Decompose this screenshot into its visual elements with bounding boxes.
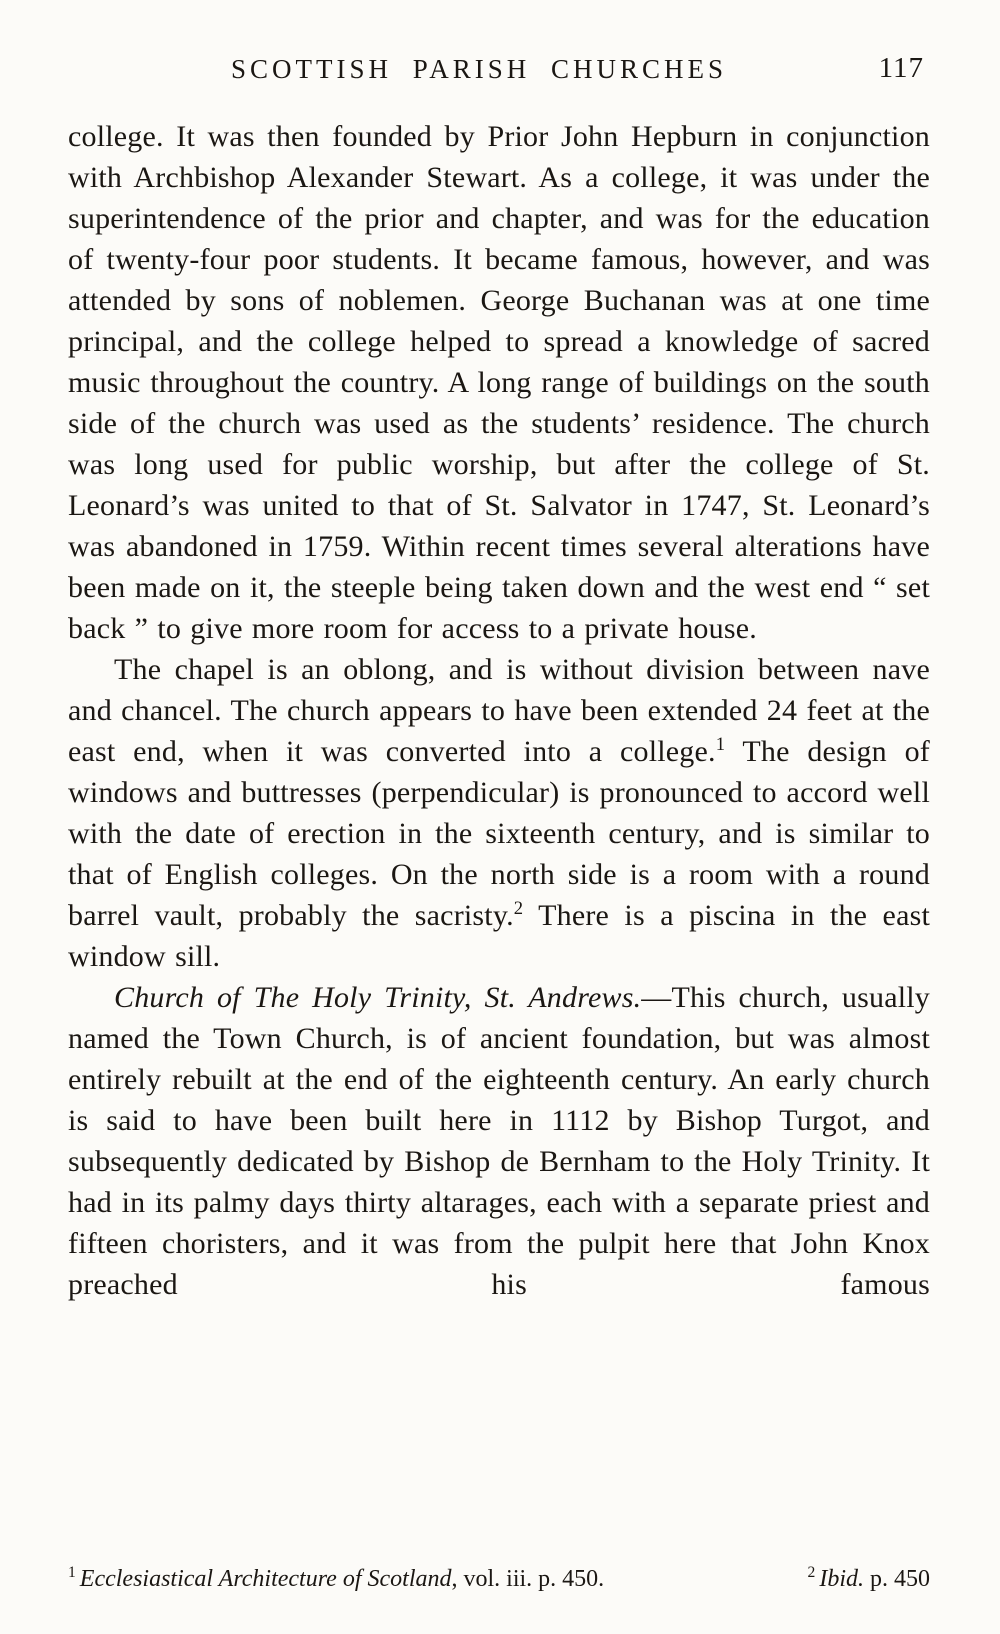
- body-text: [68, 116, 930, 1305]
- paragraph-1-text: college. It was then founded by Prior John Hepburn in conjunction with Archbishop Alexander Stewart. As a college, it was under the superintendence of the prior and chapter, and was for the education of twenty-four poor students. It became famous, however, and was attended by sons of noblemen. George Buchanan was at one time principal, and the college helped to spread a knowledge of sacred music throughout the country. A long range of buildings on the south side of the church was used as the students’ residence. The church was long used for public worship, but after the college of St. Leonard’s was united to that of St. Salvator in 1747, St. Leonard’s was abandoned in 1759. Within recent times several alterations have been made on it, the steeple being taken down and the west end “ set back ” to give more room for access to a private house.: [68, 120, 930, 645]
- page-number: 117: [878, 52, 924, 84]
- footnote-ref-1: 1: [715, 734, 726, 755]
- page-header: [68, 50, 930, 92]
- paragraph-1: [68, 116, 930, 649]
- paragraph-3: [68, 977, 930, 1305]
- footnote-1-title: Ecclesiastical Architecture of Scotland: [79, 1566, 452, 1592]
- footnote-ref-2: 2: [513, 898, 524, 919]
- footnote-2-title: Ibid.: [819, 1566, 864, 1592]
- footnote-2-marker: 2: [807, 1564, 816, 1581]
- paragraph-2: [68, 649, 930, 977]
- footnote-2-text: p. 450: [864, 1566, 930, 1592]
- footnote-2: [808, 1564, 930, 1594]
- paragraph-3-text: —This church, usually named the Town Church, is of ancient foundation, but was almost entirely rebuilt at the end of the eighteenth century. An early church is said to have been built here in 1112 by Bishop Turgot, and subsequently dedicated by Bishop de Bernham to the Holy Trinity. It had in its palmy days thirty altarages, each with a separate priest and fifteen choristers, and it was from the pulpit here that John Knox preached his famous: [68, 981, 930, 1301]
- footnote-1-text: , vol. iii. p. 450.: [451, 1566, 605, 1592]
- footnotes: [68, 1564, 930, 1594]
- footnote-1-marker: 1: [68, 1564, 76, 1581]
- paragraph-2-text-c: There is a piscina in the east window sill.: [68, 899, 931, 973]
- paragraph-2-text-b: The design of windows and buttresses (perpendicular) is pronounced to accord well with the date of erection in the sixteenth century, and is similar to that of English colleges. On the north side is a room with a round barrel vault, probably the sacristy.: [68, 735, 930, 932]
- paragraph-2-text-a: The chapel is an oblong, and is without division between nave and chancel. The church appears to have been extended 24 feet at the east end, when it was converted into a college.: [68, 653, 930, 768]
- running-title: SCOTTISH PARISH CHURCHES: [230, 54, 728, 84]
- paragraph-3-italic-lead: Church of The Holy Trinity, St. Andrews.: [114, 981, 642, 1014]
- footnote-1: [68, 1564, 604, 1594]
